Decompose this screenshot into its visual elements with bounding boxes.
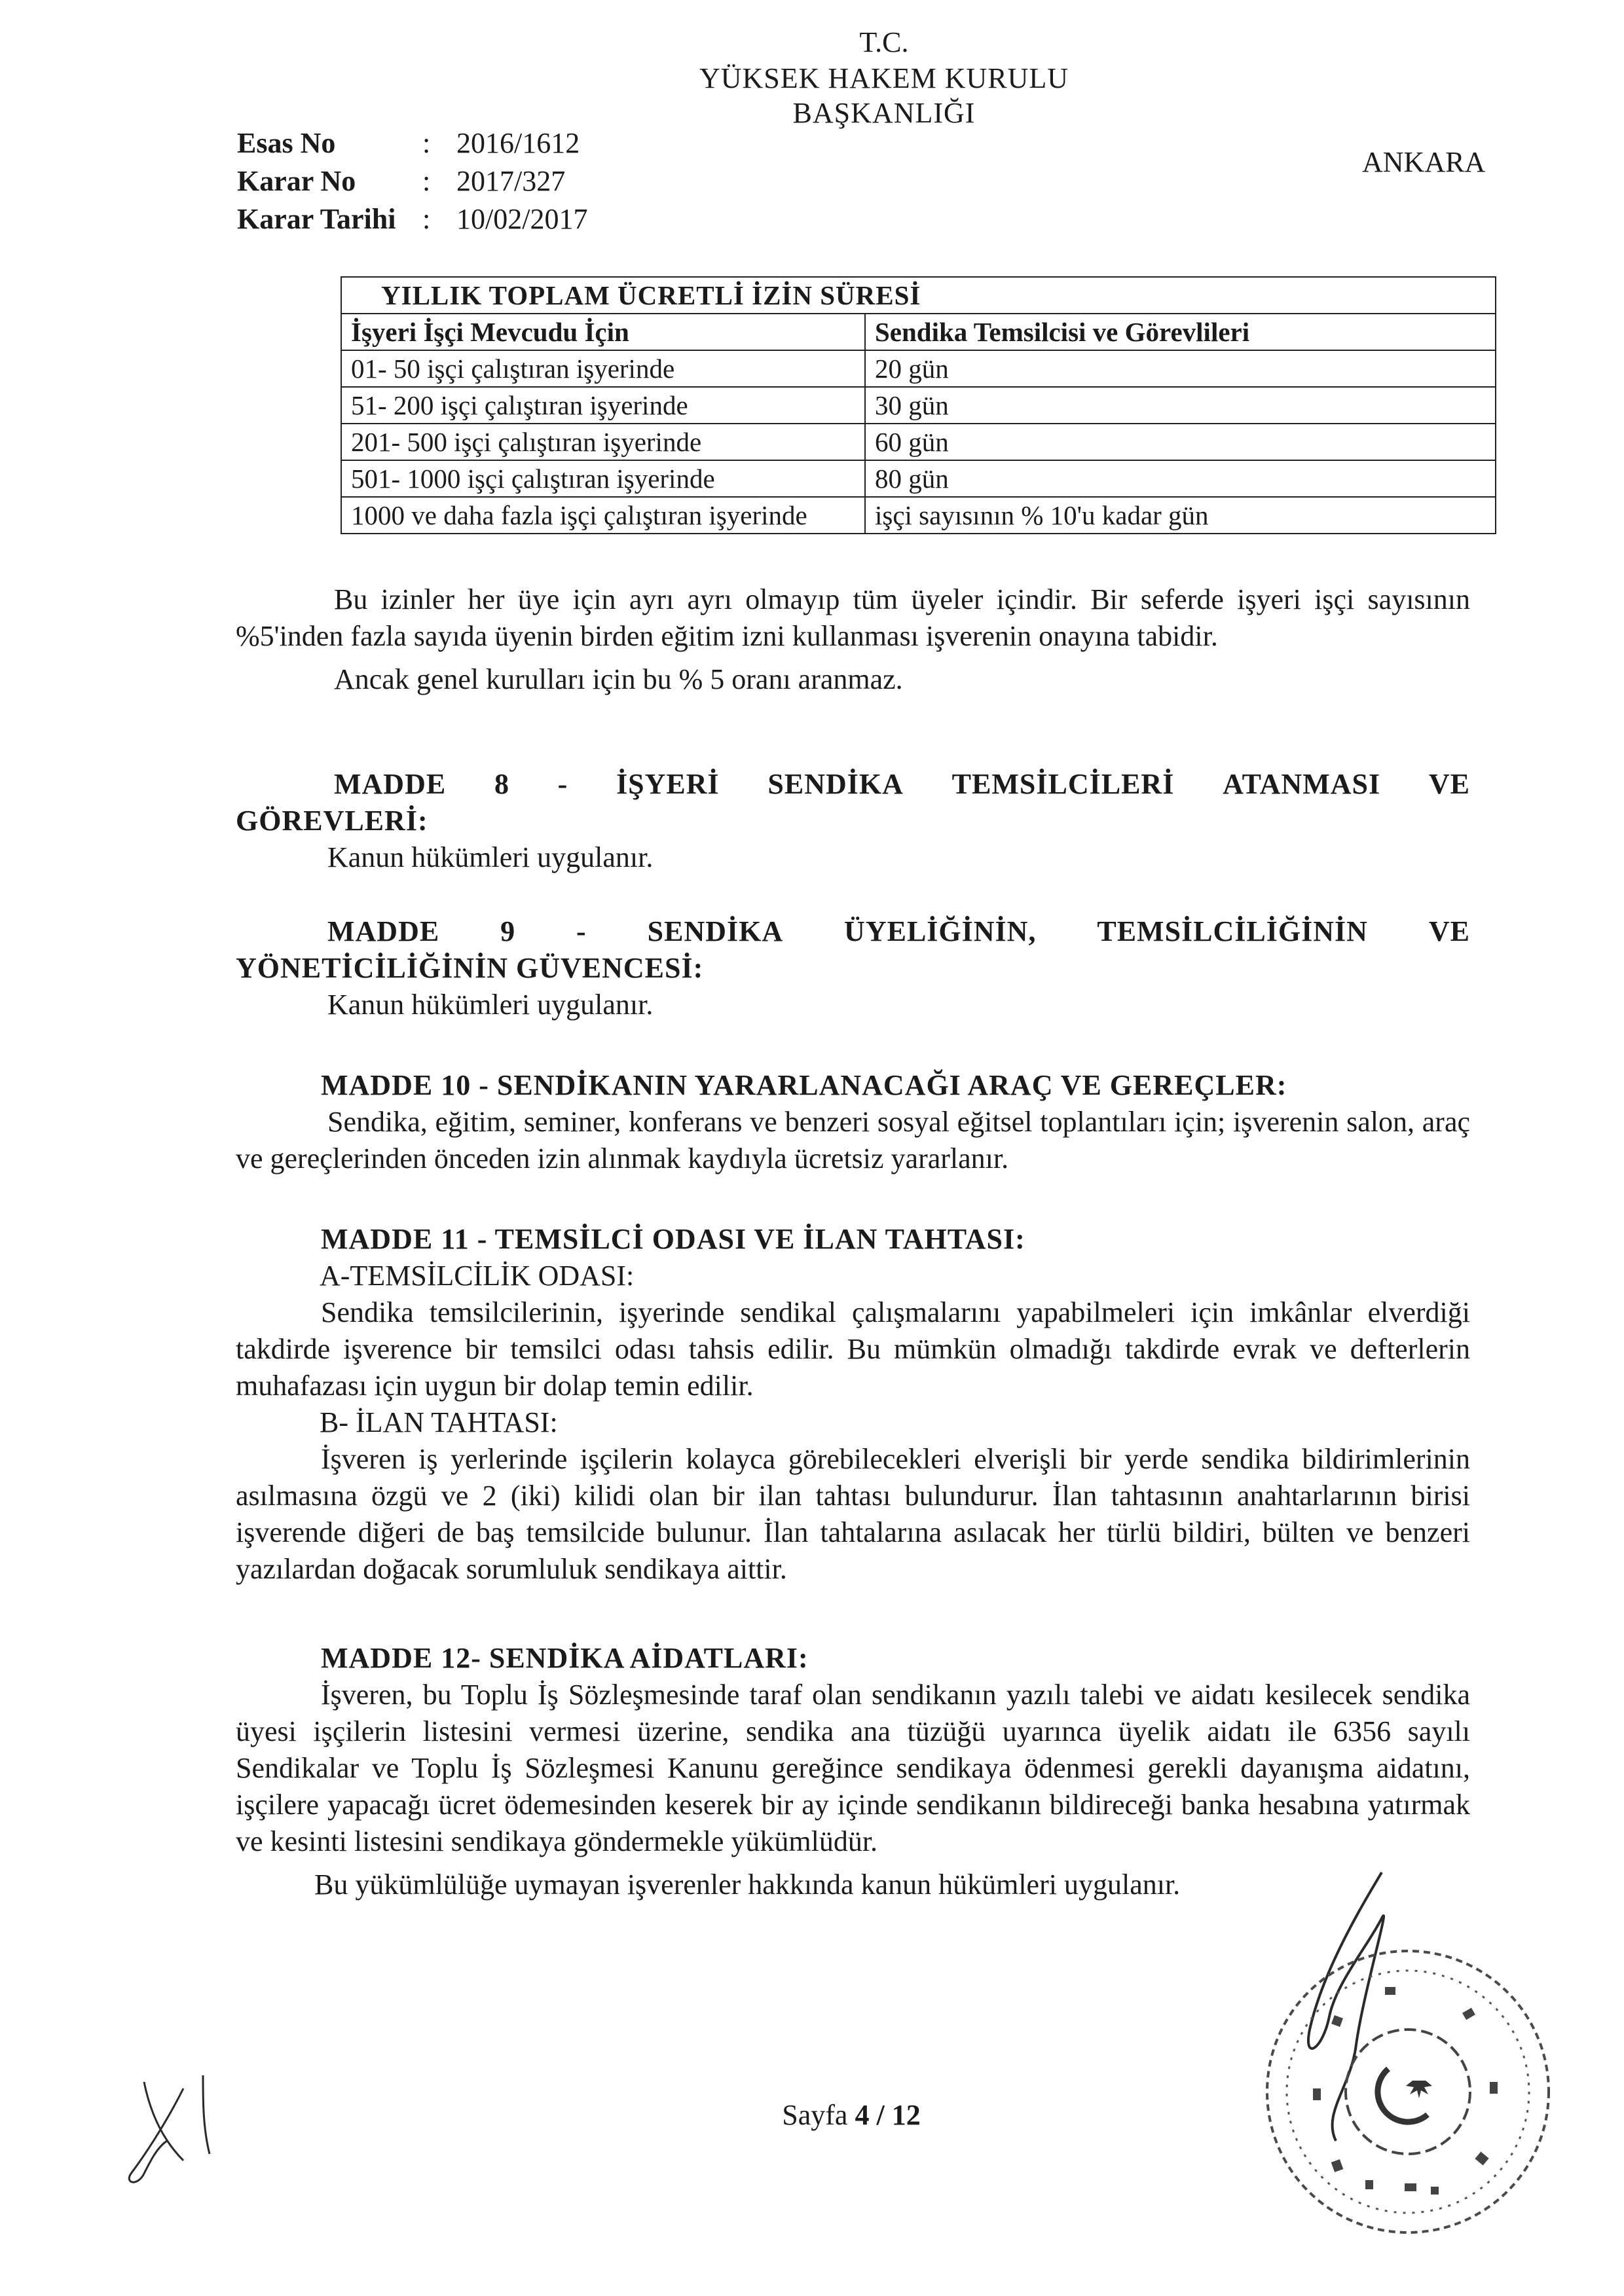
leave-table: [341, 276, 1496, 534]
heading-word: ATANMASI: [1223, 768, 1381, 800]
article-8: [236, 766, 1470, 876]
table-cell: 20 gün: [865, 350, 1496, 387]
table-cell: 80 gün: [865, 460, 1496, 497]
header-organization: YÜKSEK HAKEM KURULU: [699, 62, 1069, 94]
meta-colon: :: [422, 165, 431, 197]
table-header-row: [341, 314, 1496, 350]
article-10: [236, 1067, 1470, 1177]
table-row: [341, 424, 1496, 460]
heading-word: MADDE: [334, 768, 447, 800]
meta-row-esas: [237, 124, 587, 162]
meta-row-karar: [237, 162, 587, 200]
subheading-room: A-TEMSİLCİLİK ODASI:: [320, 1260, 635, 1292]
article-8-title: [236, 766, 1470, 803]
column-header: İşyeri İşçi Mevcudu İçin: [341, 314, 865, 350]
subheading-board: B- İLAN TAHTASI:: [320, 1406, 558, 1438]
table-cell: işçi sayısının % 10'u kadar gün: [865, 497, 1496, 534]
column-header: Sendika Temsilcisi ve Görevlileri: [865, 314, 1496, 350]
heading-word: -: [576, 915, 587, 947]
meta-value: 2016/1612: [456, 127, 580, 159]
table-cell: 30 gün: [865, 387, 1496, 424]
heading-word: İŞYERİ: [616, 768, 720, 800]
table-row: [341, 497, 1496, 534]
heading-word: SENDİKA: [647, 915, 784, 947]
heading-word: VE: [1428, 768, 1470, 800]
meta-value: 2017/327: [456, 165, 566, 197]
paragraph: Kanun hükümleri uygulanır.: [327, 841, 654, 873]
table-cell: 01- 50 işçi çalıştıran işyerinde: [341, 350, 865, 387]
page-current: 4: [855, 2099, 870, 2131]
page-number: [720, 2098, 982, 2132]
header-department: BAŞKANLIĞI: [792, 97, 976, 129]
official-seal: [1254, 1938, 1562, 2246]
meta-label: Karar Tarihi: [237, 203, 396, 235]
table-row: [341, 350, 1496, 387]
table-cell: 60 gün: [865, 424, 1496, 460]
article-8-title-cont: GÖREVLERİ:: [236, 805, 428, 837]
article-12-title: MADDE 12- SENDİKA AİDATLARI:: [321, 1642, 809, 1674]
paragraph: Sendika, eğitim, seminer, konferans ve benzeri sosyal eğitsel toplantıları için; işverenin salon, araç ve gereçlerinden önceden izin alınmak kaydıyla ücretsiz yararlanır.: [236, 1106, 1470, 1175]
leave-notes: [236, 581, 1470, 698]
case-meta: [237, 124, 587, 238]
meta-colon: :: [422, 203, 431, 235]
meta-colon: :: [422, 127, 431, 159]
heading-word: ÜYELİĞİNİN,: [844, 915, 1037, 947]
paragraph: İşveren iş yerlerinde işçilerin kolayca görebilecekleri elverişli bir yerde sendika bildirimlerinin asılmasına özgü ve 2 (iki) kilidi olan bir ilan tahtası bulundurur. İlan tahtasının anahtarlarının birisi işverende diğeri de baş temsilcide bulunur. İlan tahtalarına asılacak her türlü bildiri, bülten ve benzeri yazılardan doğacak sorumluluk sendikaya aittir.: [236, 1443, 1470, 1585]
paragraph: Ancak genel kurulları için bu % 5 oranı aranmaz.: [334, 663, 903, 695]
paragraph: Bu izinler her üye için ayrı ayrı olmayıp tüm üyeler içindir. Bir seferde işyeri işçi sayısının %5'inden fazla sayıda üyenin birden eğitim izni kullanması işverenin onayına tabidir.: [236, 583, 1470, 652]
heading-word: TEMSİLCİLERİ: [951, 768, 1175, 800]
article-9: [236, 913, 1470, 1023]
table-cell: 1000 ve daha fazla işçi çalıştıran işyerinde: [341, 497, 865, 534]
page-label: Sayfa: [782, 2099, 848, 2131]
table-title-row: [341, 277, 1496, 314]
initials-mark: [105, 2062, 236, 2200]
heading-word: MADDE: [327, 915, 440, 947]
table-row: [341, 460, 1496, 497]
paragraph: İşveren, bu Toplu İş Sözleşmesinde taraf olan sendikanın yazılı talebi ve aidatı kesilecek sendika üyesi işçilerin listesini vermesi üzerine, sendika ana tüzüğü uyarınca üyelik aidatı ile 6356 sayılı Sendikalar ve Toplu İş Sözleşmesi Kanunu gereğince sendikaya ödenmesi gerekli dayanışma aidatını, işçilere yapacağı ücret ödemesinden keserek bir ay içinde sendikanın bildireceği banka hesabına yatırmak ve kesinti listesini sendikaya göndermekle yükümlüdür.: [236, 1679, 1470, 1857]
meta-row-tarih: [237, 200, 587, 238]
article-11-title: MADDE 11 - TEMSİLCİ ODASI VE İLAN TAHTASI:: [321, 1223, 1025, 1255]
paragraph: Kanun hükümleri uygulanır.: [327, 989, 654, 1021]
article-9-title-cont: YÖNETİCİLİĞİNİN GÜVENCESİ:: [236, 952, 704, 984]
header-tc: T.C.: [859, 26, 909, 58]
paragraph: Bu yükümlülüğe uymayan işverenler hakkında kanun hükümleri uygulanır.: [314, 1868, 1181, 1901]
page-total: 12: [891, 2099, 921, 2131]
heading-word: -: [557, 768, 568, 800]
article-12: [236, 1640, 1470, 1903]
heading-word: 9: [500, 915, 516, 947]
table-title: YILLIK TOPLAM ÜCRETLİ İZİN SÜRESİ: [341, 277, 1496, 314]
city-label: ANKARA: [1362, 146, 1486, 178]
heading-word: VE: [1428, 915, 1470, 947]
meta-label: Karar No: [237, 165, 356, 197]
table-row: [341, 387, 1496, 424]
article-11: [236, 1221, 1470, 1588]
table-cell: 501- 1000 işçi çalıştıran işyerinde: [341, 460, 865, 497]
meta-label: Esas No: [237, 127, 336, 159]
article-10-title: MADDE 10 - SENDİKANIN YARARLANACAĞI ARAÇ VE GEREÇLER:: [321, 1069, 1287, 1101]
table-cell: 201- 500 işçi çalıştıran işyerinde: [341, 424, 865, 460]
article-9-title: [236, 913, 1470, 950]
meta-value: 10/02/2017: [456, 203, 588, 235]
heading-word: TEMSİLCİLİĞİNİN: [1097, 915, 1368, 947]
heading-word: 8: [494, 768, 509, 800]
page-separator: /: [876, 2099, 885, 2131]
table-cell: 51- 200 işçi çalıştıran işyerinde: [341, 387, 865, 424]
paragraph: Sendika temsilcilerinin, işyerinde sendikal çalışmalarını yapabilmeleri için imkânlar elverdiği takdirde işverence bir temsilci odası tahsis edilir. Bu mümkün olmadığı takdirde evrak ve defterlerin muhafazası için uygun bir dolap temin edilir.: [236, 1296, 1470, 1402]
heading-word: SENDİKA: [767, 768, 904, 800]
